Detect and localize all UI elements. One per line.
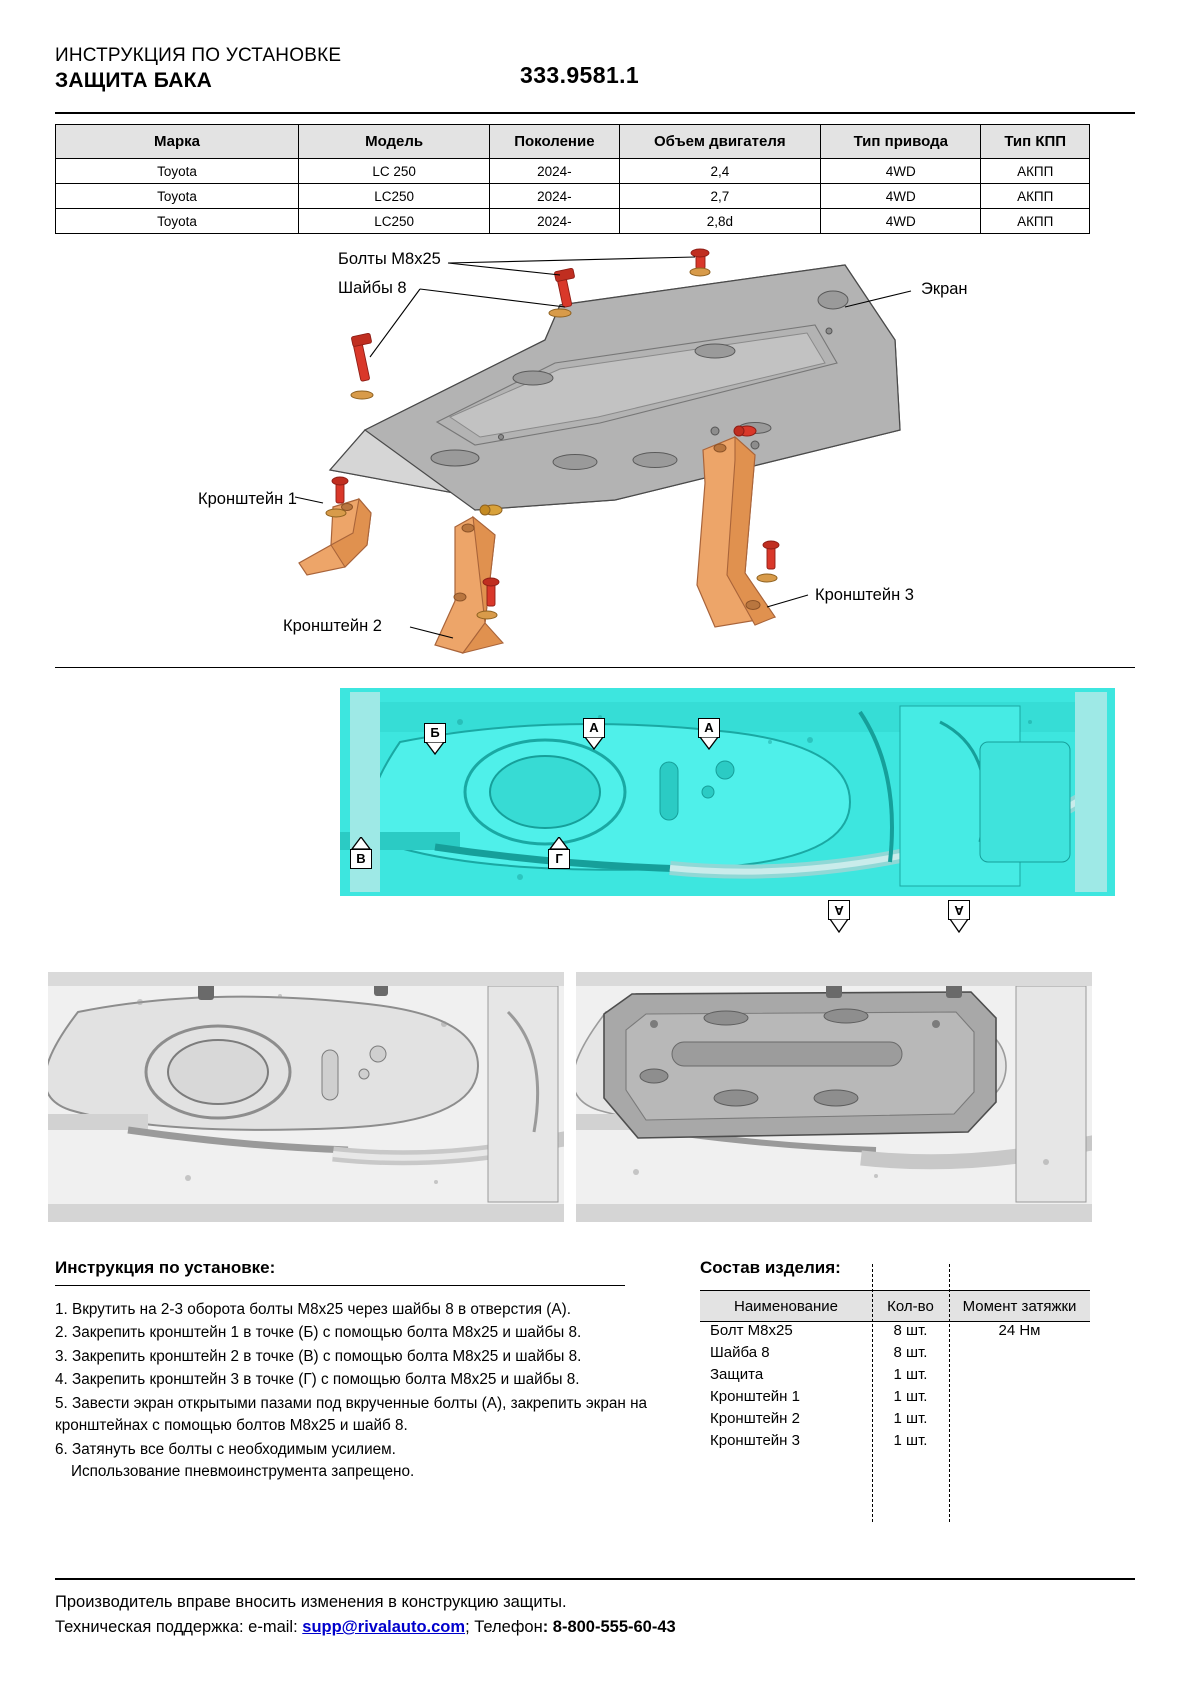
bom-divider-2 [949,1264,950,1522]
bom-cell-torque [949,1366,1090,1388]
bolt-icon [332,477,348,503]
bom-divider-1 [872,1264,873,1522]
leader-line [448,257,695,263]
bom-cell-name: Кронштейн 3 [710,1432,800,1449]
footer-disclaimer: Производитель вправе вносить изменения в конструкцию защиты. [55,1593,567,1611]
cell-drive: 4WD [821,159,981,184]
col-transmission: Тип КПП [981,125,1090,159]
installation-instructions [55,1258,675,1485]
bom-cell-torque [949,1388,1090,1410]
footer-semicolon: ; [465,1618,475,1637]
header-title: ЗАЩИТА БАКА [55,69,212,93]
washer-icon [351,391,373,399]
footer-support [55,1615,676,1640]
leader-line [767,595,808,607]
washer-icon [477,611,497,619]
photo-underbody-teal [340,682,1115,904]
leader-line [448,263,560,275]
instruction-step-5-text: 5. Завести экран открытыми пазами под вкрученные болты (А), закрепить [55,1394,582,1412]
footer-phone-number: : 8-800-555-60-43 [542,1618,676,1637]
cell-drive: 4WD [821,209,981,234]
label-bracket-3: Кронштейн 3 [815,586,914,604]
table-header-row [56,125,1090,159]
header-title-block [55,44,341,95]
bracket-3-shape [697,437,775,627]
bom-cell-qty: 1 шт. [893,1366,928,1383]
col-drive: Тип привода [821,125,981,159]
table-row [56,209,1090,234]
instruction-step-4: 4. Закрепить кронштейн 3 в точке (Г) с помощью болта M8x25 и шайбы 8. [55,1371,580,1389]
bolt-icon [763,541,779,569]
leader-line [420,289,565,307]
bom-col-name: Наименование [700,1291,872,1322]
bom-row [700,1432,1090,1454]
col-generation: Поколение [490,125,619,159]
header-subtitle: ИНСТРУКЦИЯ ПО УСТАНОВКЕ [55,45,342,66]
label-bracket-2: Кронштейн 2 [283,617,382,635]
bolt-icon [554,268,575,307]
marker-a-4: А [948,900,970,932]
cell-model: LC250 [298,209,489,234]
page-footer [55,1590,676,1640]
bom-cell-qty: 1 шт. [893,1432,928,1449]
support-email-link[interactable]: supp@rivalauto.com [302,1618,466,1637]
bom-cell-torque: 24 Нм [998,1322,1041,1339]
bom-row [700,1388,1090,1410]
cell-engine: 2,4 [619,159,821,184]
bolt-icon [734,426,756,436]
cell-brand: Toyota [56,184,299,209]
instruction-step-5 [55,1393,675,1438]
exploded-assembly-diagram [55,245,1090,660]
col-engine: Объем двигателя [619,125,821,159]
table-row [56,184,1090,209]
bom-row [700,1366,1090,1388]
bill-of-materials [700,1258,1090,1454]
bom-col-torque: Момент затяжки [949,1291,1090,1322]
instructions-underline [55,1285,625,1286]
footer-phone-label: Телефон [474,1618,543,1637]
bom-header-row [700,1291,1090,1322]
bom-row [700,1344,1090,1366]
washer-icon [326,509,346,517]
bom-cell-qty: 1 шт. [893,1410,928,1427]
bom-cell-qty: 1 шт. [893,1388,928,1405]
skid-plate-shape [330,265,900,510]
bom-cell-name: Шайба 8 [710,1344,770,1361]
instructions-title: Инструкция по установке: [55,1258,276,1277]
label-bolts: Болты M8x25 [338,250,441,268]
cell-brand: Toyota [56,209,299,234]
label-bracket-1: Кронштейн 1 [198,490,297,508]
cell-engine: 2,8d [619,209,821,234]
washer-icon [690,268,710,276]
col-brand: Марка [56,125,299,159]
bolt-icon [351,333,372,381]
assembly-drawing [55,245,1090,660]
instruction-step-6-text: 6. Затянуть все болты с необходимым усилием. [55,1440,396,1458]
photo-underbody-after [576,972,1092,1222]
bom-cell-name: Болт M8x25 [710,1322,793,1339]
bolt-icon [480,505,502,515]
section-divider [55,667,1135,668]
marker-a-2: А [698,718,720,748]
instruction-step-6-note: Использование пневмоинструмента запрещено. [71,1463,415,1481]
marker-g: Г [548,838,570,868]
bom-title: Состав изделия: [700,1258,841,1277]
label-screen: Экран [921,280,968,298]
marker-a-3: А [828,900,850,932]
label-washers: Шайбы 8 [338,279,407,297]
bom-cell-qty: 8 шт. [893,1344,928,1361]
leader-line [295,497,323,503]
bom-col-qty: Кол-во [872,1291,949,1322]
bom-row [700,1322,1090,1345]
marker-b: Б [424,723,446,753]
instruction-step-5-cont: экран на кронштейнах с помощью болтов M8x25 и шайб 8. [55,1394,648,1435]
cell-brand: Toyota [56,159,299,184]
cell-drive: 4WD [821,184,981,209]
instruction-step-3: 3. Закрепить кронштейн 2 в точке (В) с помощью болта M8x25 и шайбы 8. [55,1347,582,1365]
page-header [55,0,1135,110]
photo-underbody-before [48,972,564,1222]
cell-generation: 2024- [490,209,619,234]
bom-cell-name: Защита [710,1366,764,1383]
bom-cell-torque [949,1432,1090,1454]
instruction-step-1: 1. Вкрутить на 2-3 оборота болты M8x25 через шайбы 8 в отверстия (А). [55,1301,571,1318]
marker-v: В [350,838,372,868]
cell-transmission: АКПП [981,159,1090,184]
instruction-step-6 [55,1439,675,1484]
cell-engine: 2,7 [619,184,821,209]
cell-model: LC250 [298,184,489,209]
table-row [56,159,1090,184]
bom-cell-qty: 8 шт. [893,1322,928,1339]
marker-a-1: А [583,718,605,748]
footer-support-label: Техническая поддержка: e-mail: [55,1618,303,1637]
product-code: 333.9581.1 [520,62,640,88]
header-divider [55,112,1135,114]
col-model: Модель [298,125,489,159]
bolt-icon [691,249,709,269]
cell-generation: 2024- [490,184,619,209]
vehicle-spec-table [55,124,1090,234]
cell-transmission: АКПП [981,209,1090,234]
cell-generation: 2024- [490,159,619,184]
leader-line [370,289,420,357]
instruction-step-2: 2. Закрепить кронштейн 1 в точке (Б) с помощью болта M8x25 и шайбы 8. [55,1324,582,1342]
bom-cell-name: Кронштейн 1 [710,1388,800,1405]
cell-transmission: АКПП [981,184,1090,209]
bom-cell-torque [949,1344,1090,1366]
washer-icon [757,574,777,582]
footer-divider [55,1578,1135,1580]
bom-cell-torque [949,1410,1090,1432]
washer-icon [549,309,571,317]
bom-cell-name: Кронштейн 2 [710,1410,800,1427]
bom-row [700,1410,1090,1432]
cell-model: LC 250 [298,159,489,184]
